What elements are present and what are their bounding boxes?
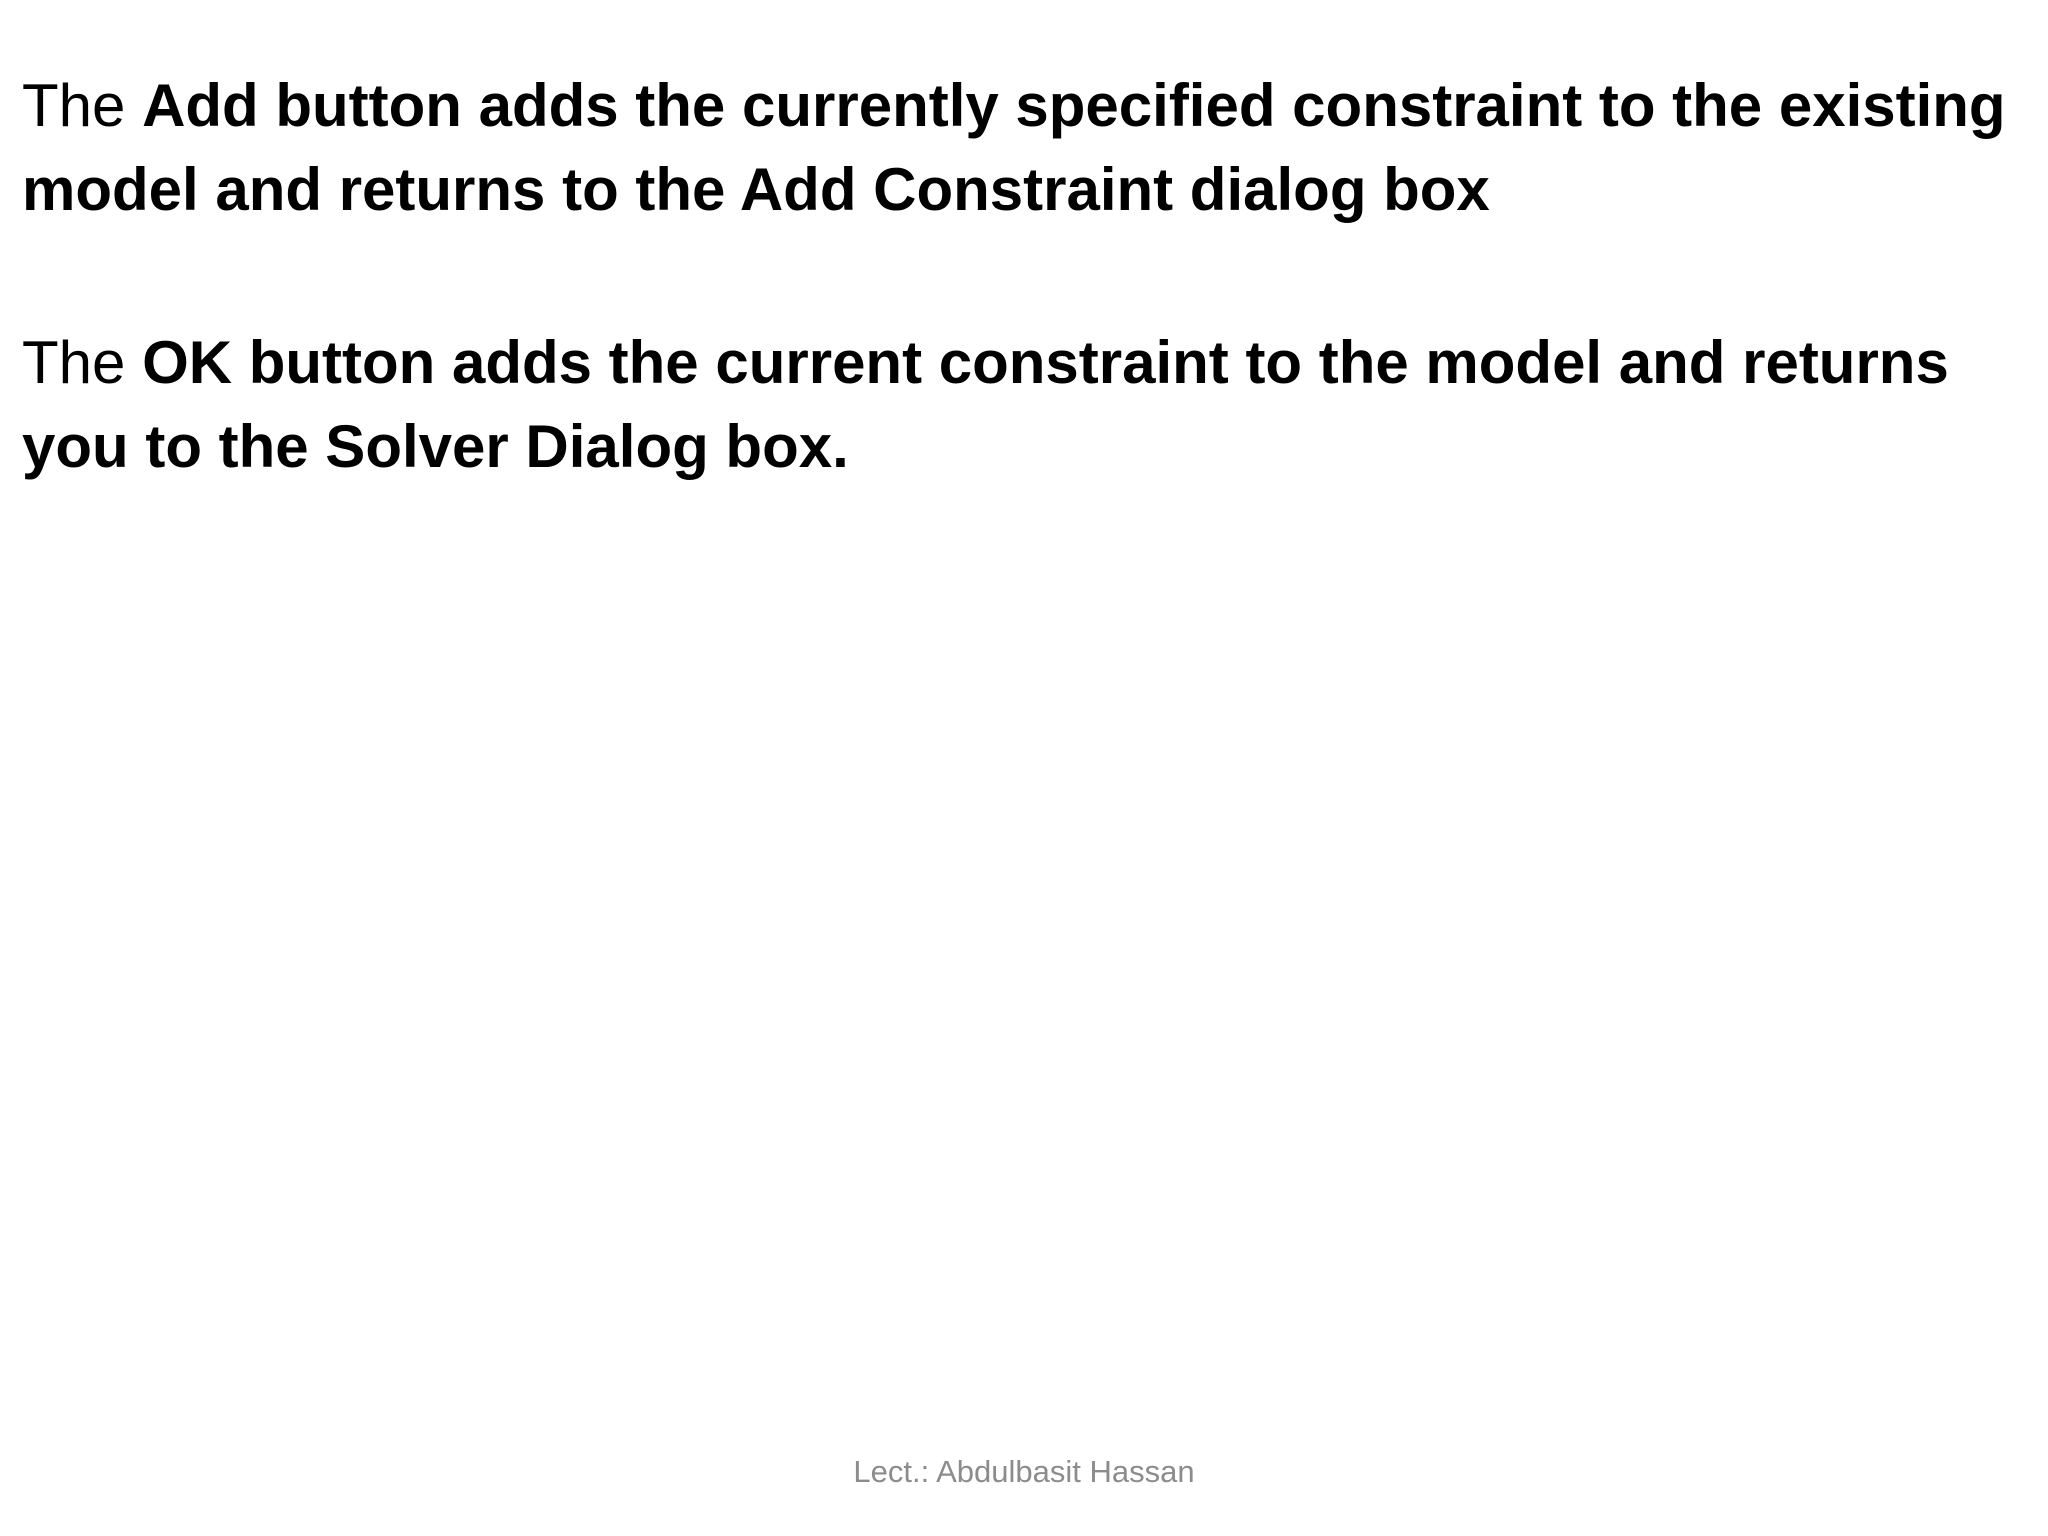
paragraph-lead: The (22, 72, 143, 139)
paragraph-lead: The (22, 329, 143, 396)
paragraph-emphasis: Add button adds the currently specified constraint to the existing model and returns to the Add Constraint dialog box (22, 72, 2006, 223)
paragraph-add-button (22, 64, 2012, 232)
slide-footer: Lect.: Abdulbasit Hassan (853, 1454, 1195, 1489)
paragraph-emphasis: OK button adds the current constraint to the model and returns you to the Solver Dialog box. (22, 329, 1949, 480)
paragraph-ok-button (22, 321, 2012, 489)
